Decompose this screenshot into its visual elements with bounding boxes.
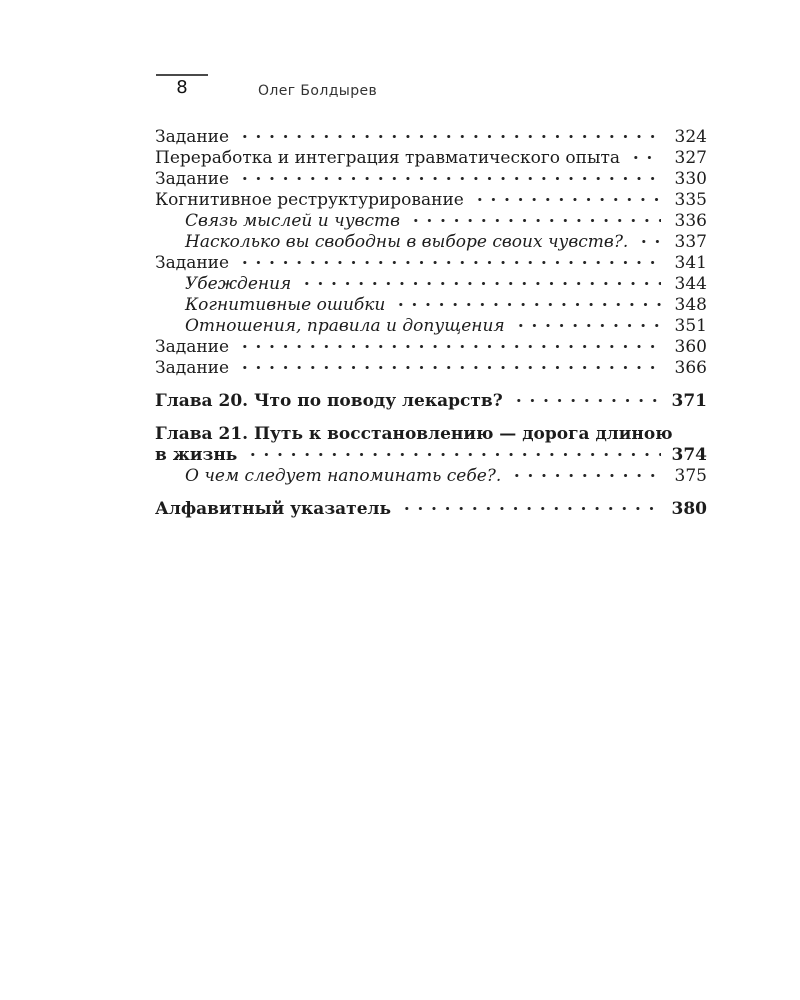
- toc-entry-label: Убеждения: [185, 274, 292, 294]
- page-number: 8: [176, 77, 188, 98]
- toc-entry-label: Когнитивное реструктурирование: [155, 190, 464, 210]
- dot-leader: [508, 466, 661, 487]
- toc-entry: [155, 253, 707, 274]
- dot-leader: [512, 316, 661, 337]
- toc-subentry: [155, 211, 707, 232]
- toc-entry-label: Когнитивные ошибки: [185, 295, 386, 315]
- toc-entry-label: Переработка и интеграция травматического опыта: [155, 148, 621, 168]
- dot-leader: [680, 424, 701, 445]
- toc-entry-page: 344: [674, 274, 707, 294]
- dot-leader: [471, 190, 661, 211]
- folio-rule: [156, 74, 208, 76]
- toc-entry-label: Глава 21. Путь к восстановлению — дорога длиною: [155, 424, 673, 444]
- toc-entry: [155, 337, 707, 358]
- toc-chapter-entry: [155, 424, 707, 445]
- toc-subentry: [155, 466, 707, 487]
- toc-entry-page: 335: [674, 190, 707, 210]
- folio: [156, 74, 208, 98]
- dot-leader: [244, 445, 661, 466]
- toc-entry: [155, 127, 707, 148]
- toc-entry-page: 366: [674, 358, 707, 378]
- toc-entry-label: Отношения, правила и допущения: [185, 316, 505, 336]
- toc-entry: [155, 190, 707, 211]
- toc-entry-label: Связь мыслей и чувств: [185, 211, 401, 231]
- toc-entry-page: 360: [674, 337, 707, 357]
- toc-entry-label: Алфавитный указатель: [155, 499, 392, 519]
- dot-leader: [407, 211, 661, 232]
- toc-chapter-entry: [155, 391, 707, 412]
- toc-entry-label: Насколько вы свободны в выборе своих чувств?.: [185, 232, 629, 252]
- toc-entry-page: 327: [674, 148, 707, 168]
- toc-entry-page: 375: [674, 466, 707, 486]
- toc-entry-label: Задание: [155, 127, 230, 147]
- toc-entry-page: 380: [671, 499, 707, 519]
- toc-entry-page: 336: [674, 211, 707, 231]
- toc-subentry: [155, 295, 707, 316]
- toc-entry-page: 351: [674, 316, 707, 336]
- toc-entry-label: О чем следует напоминать себе?.: [185, 466, 502, 486]
- toc-entry-page: 341: [674, 253, 707, 273]
- table-of-contents: [155, 127, 707, 520]
- toc-chapter-entry-continuation: [155, 445, 707, 466]
- dot-leader: [398, 499, 661, 520]
- toc-index-entry: [155, 499, 707, 520]
- toc-entry-page: 348: [674, 295, 707, 315]
- toc-entry-label: Задание: [155, 253, 230, 273]
- toc-entry-label: Задание: [155, 358, 230, 378]
- dot-leader: [236, 127, 661, 148]
- toc-entry: [155, 148, 707, 169]
- running-head-author: Олег Болдырев: [258, 83, 378, 99]
- toc-entry-label: в жизнь: [155, 445, 238, 465]
- toc-subentry: [155, 232, 707, 253]
- toc-entry-page: 374: [671, 445, 707, 465]
- toc-subentry: [155, 274, 707, 295]
- toc-entry-page: 324: [674, 127, 707, 147]
- dot-leader: [236, 169, 661, 190]
- dot-leader: [236, 253, 661, 274]
- toc-entry: [155, 169, 707, 190]
- dot-leader: [392, 295, 661, 316]
- toc-entry-label: Глава 20. Что по поводу лекарств?: [155, 391, 503, 411]
- toc-entry-page: 371: [671, 391, 707, 411]
- dot-leader: [635, 232, 661, 253]
- toc-entry-label: Задание: [155, 337, 230, 357]
- toc-entry-label: Задание: [155, 169, 230, 189]
- toc-entry-page: 337: [674, 232, 707, 252]
- toc-entry: [155, 358, 707, 379]
- dot-leader: [236, 337, 661, 358]
- dot-leader: [236, 358, 661, 379]
- dot-leader: [298, 274, 661, 295]
- toc-subentry: [155, 316, 707, 337]
- toc-entry-page: 330: [674, 169, 707, 189]
- dot-leader: [510, 391, 661, 412]
- dot-leader: [627, 148, 661, 169]
